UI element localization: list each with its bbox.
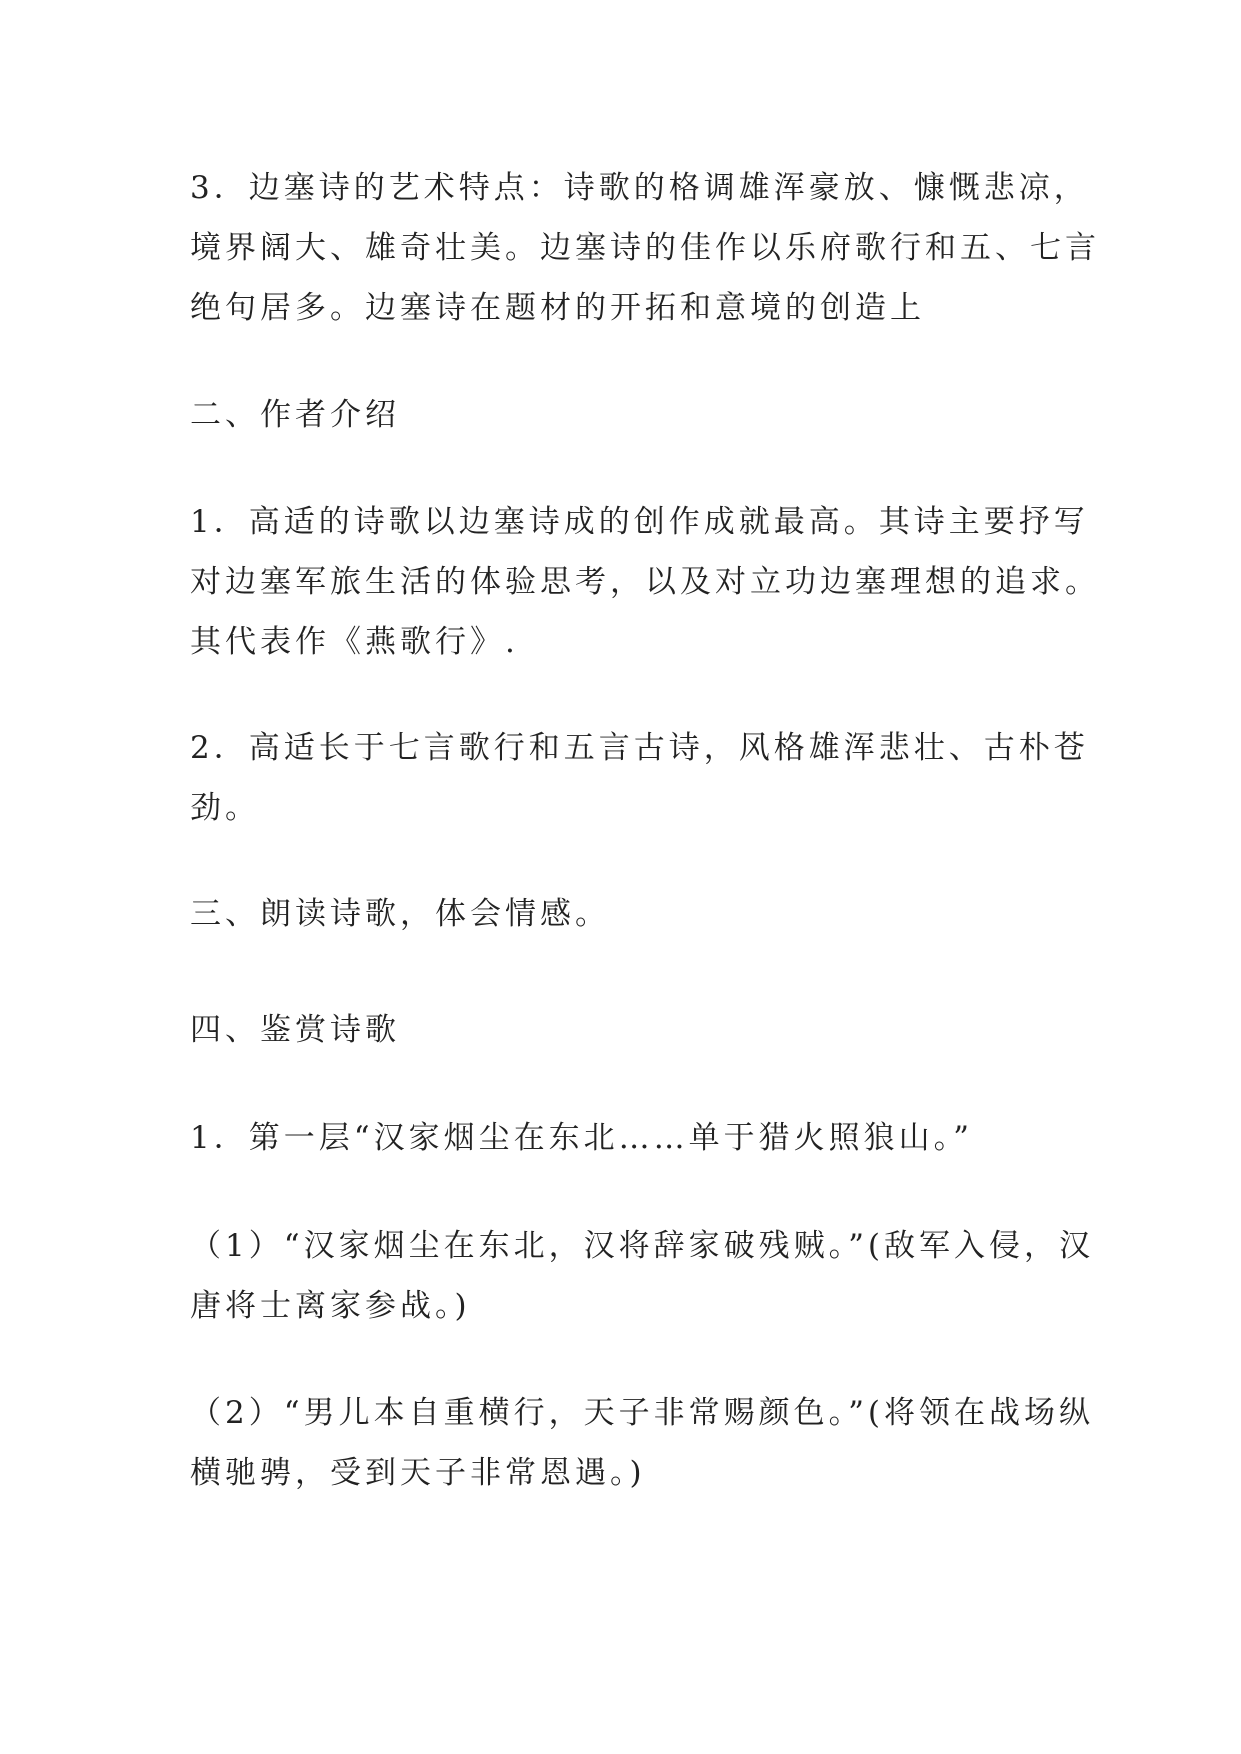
section-heading-reading: 三、朗读诗歌，体会情感。 [190, 896, 610, 932]
paragraph-layer-1-item-1-line-1: （1）“汉家烟尘在东北，汉将辞家破残贼。”(敌军入侵，汉 [190, 1228, 1095, 1264]
section-heading-appreciation: 四、鉴赏诗歌 [190, 1012, 400, 1048]
paragraph-layer-1-item-2-line-2: 横驰骋，受到天子非常恩遇。) [190, 1455, 646, 1491]
paragraph-layer-1-item-1-line-2: 唐将士离家参战。) [190, 1288, 471, 1324]
paragraph-frontier-poetry-features-line-3: 绝句居多。边塞诗在题材的开拓和意境的创造上 [190, 290, 925, 326]
paragraph-author-point-2-line-2: 劲。 [190, 790, 260, 826]
section-heading-author-intro: 二、作者介绍 [190, 397, 400, 433]
paragraph-author-point-1-line-2: 对边塞军旅生活的体验思考，以及对立功边塞理想的追求。 [190, 564, 1100, 600]
paragraph-author-point-1-line-1: 1．高适的诗歌以边塞诗成的创作成就最高。其诗主要抒写 [190, 504, 1089, 540]
paragraph-layer-1-heading: 1．第一层“汉家烟尘在东北……单于猎火照狼山。” [190, 1120, 973, 1156]
paragraph-frontier-poetry-features-line-2: 境界阔大、雄奇壮美。边塞诗的佳作以乐府歌行和五、七言 [190, 230, 1100, 266]
paragraph-author-point-1-line-3: 其代表作《燕歌行》. [190, 624, 519, 660]
paragraph-layer-1-item-2-line-1: （2）“男儿本自重横行，天子非常赐颜色。”(将领在战场纵 [190, 1395, 1095, 1431]
paragraph-author-point-2-line-1: 2．高适长于七言歌行和五言古诗，风格雄浑悲壮、古朴苍 [190, 730, 1089, 766]
paragraph-frontier-poetry-features-line-1: 3．边塞诗的艺术特点：诗歌的格调雄浑豪放、慷慨悲凉， [190, 170, 1089, 206]
